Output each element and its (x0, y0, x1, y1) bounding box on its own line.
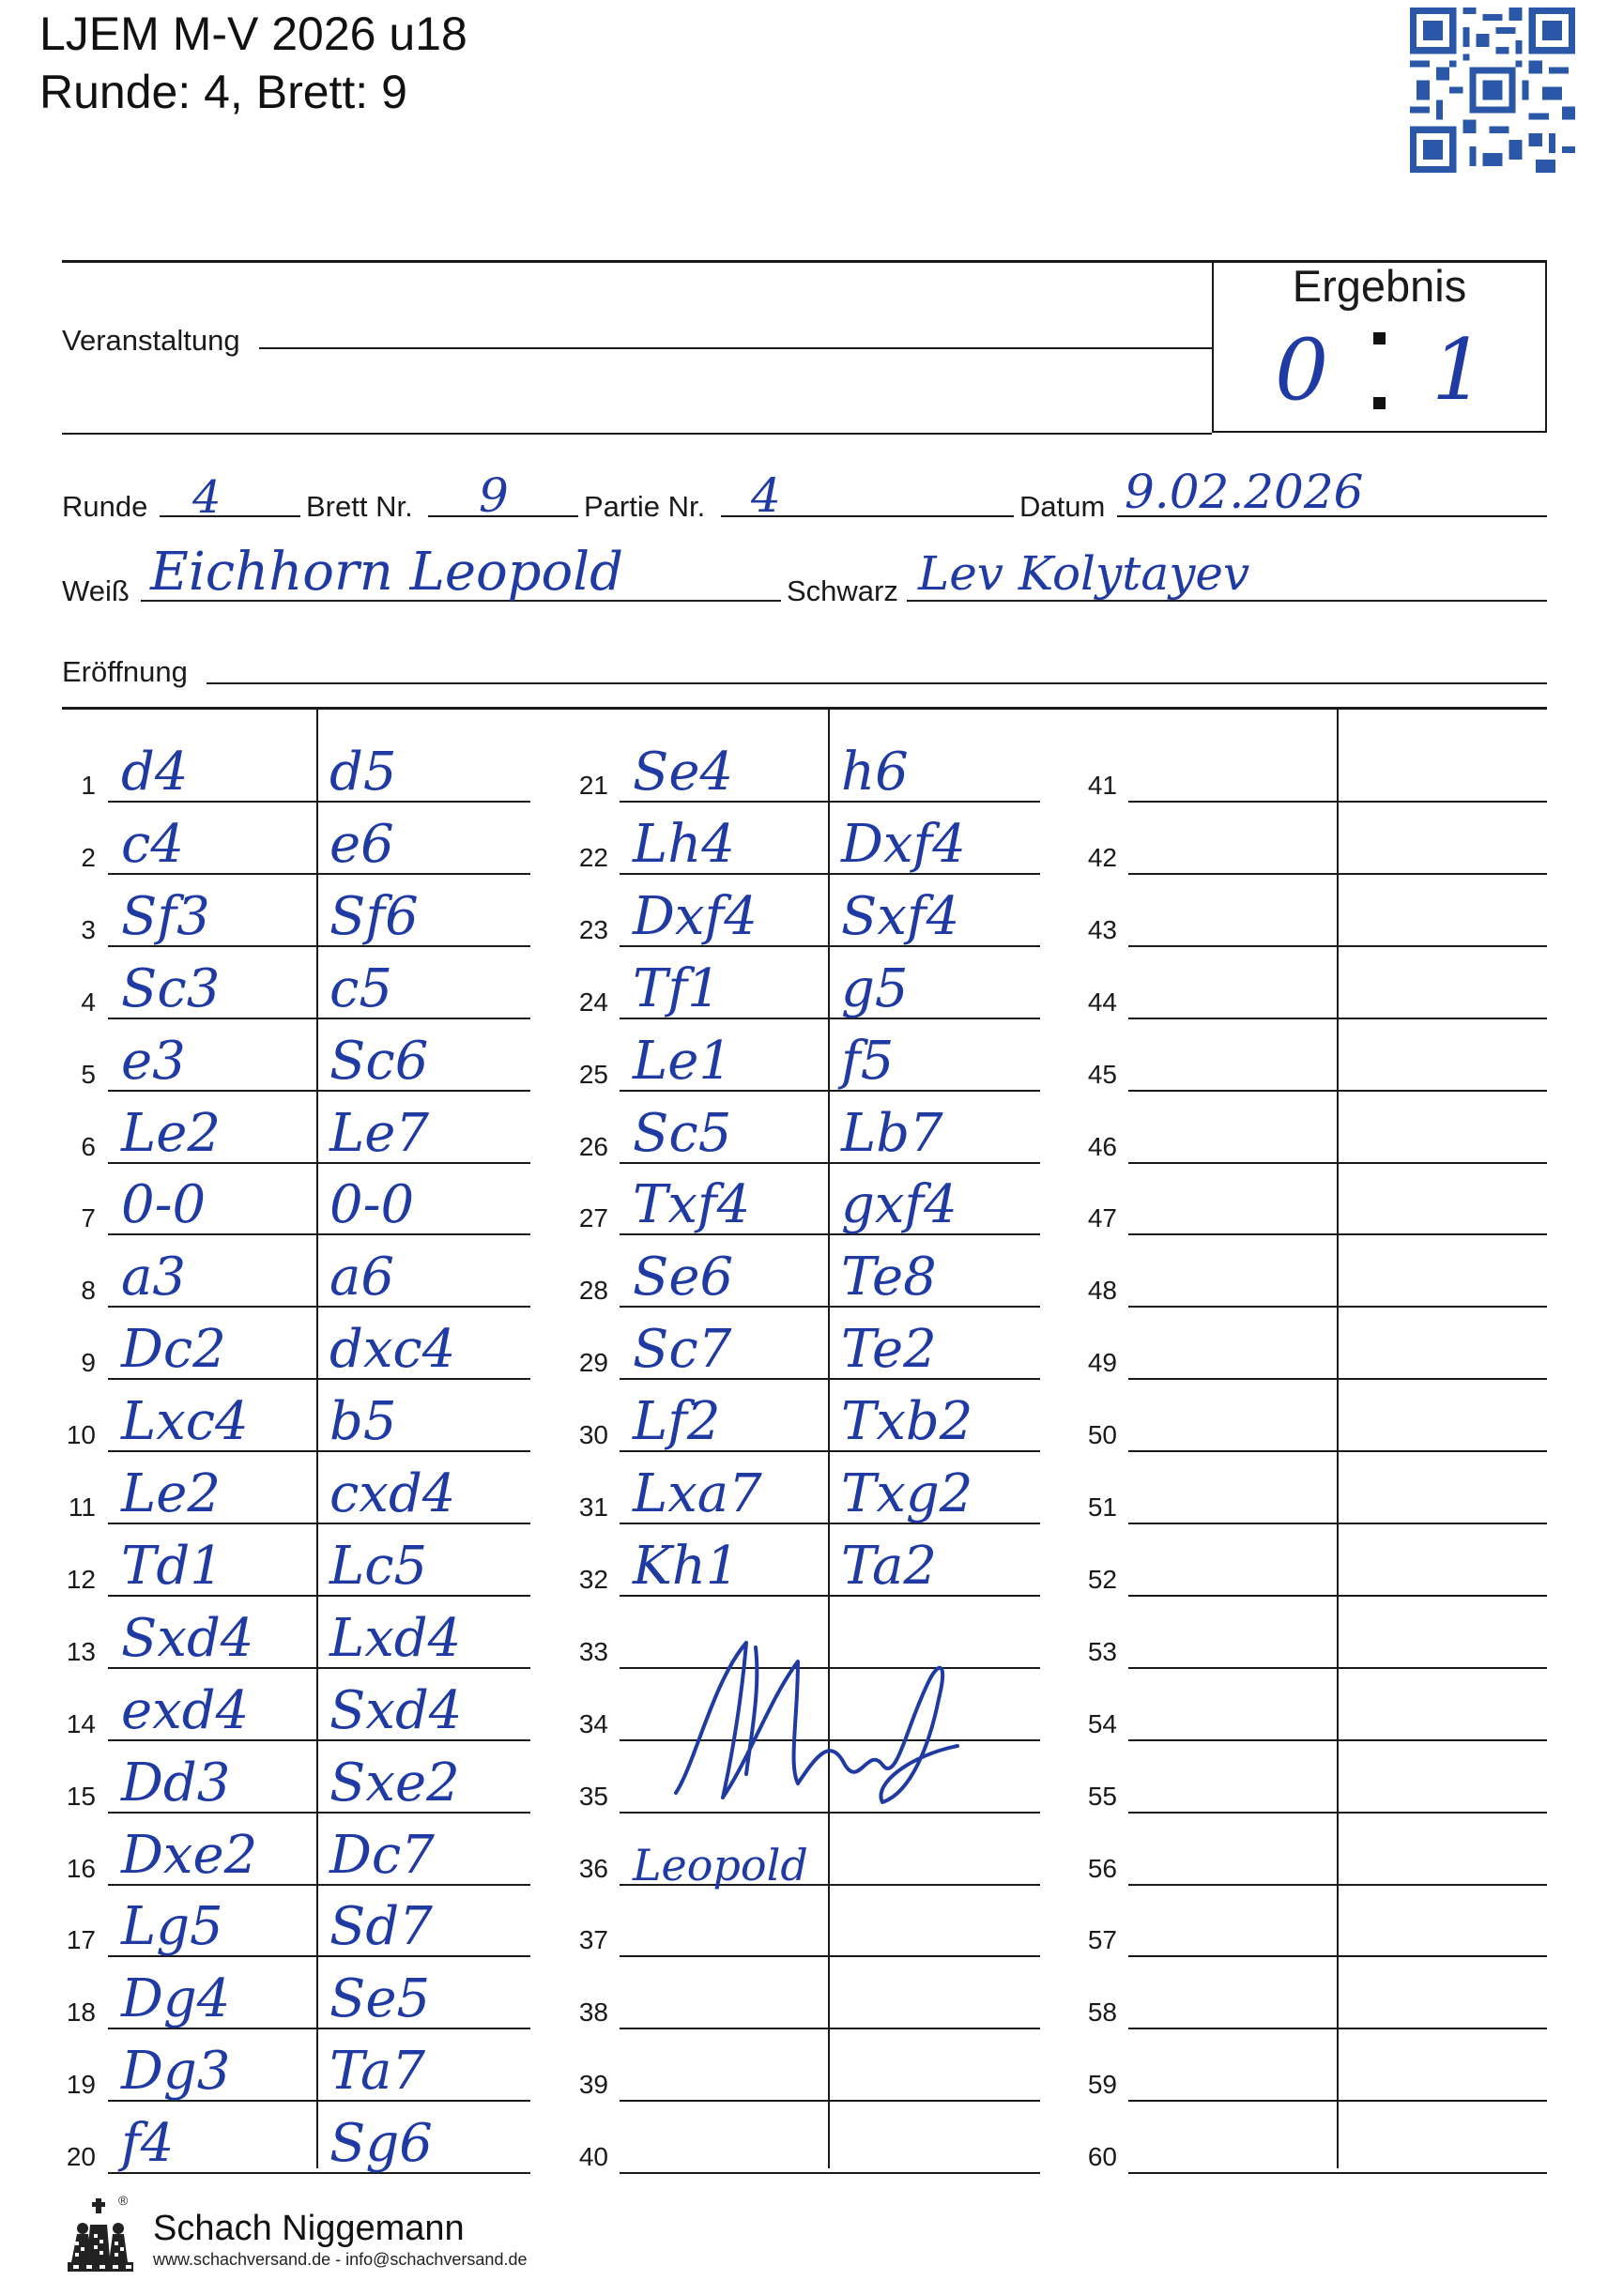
move-number: 57 (1087, 1925, 1117, 1954)
black-move-line (828, 2028, 1040, 2029)
black-move-line (1337, 1450, 1547, 1452)
white-move-line (620, 1812, 828, 1814)
black-move[interactable]: cxd4 (329, 1463, 456, 1524)
black-move[interactable]: 0-0 (329, 1174, 415, 1235)
date-value[interactable]: 9.02.2026 (1125, 465, 1364, 519)
move-number: 38 (578, 1998, 608, 2027)
move-number: 1 (81, 771, 96, 800)
move-number: 44 (1087, 987, 1117, 1017)
move-number: 22 (578, 843, 608, 872)
move-number: 42 (1087, 843, 1117, 872)
move-number: 16 (66, 1854, 96, 1883)
white-move[interactable]: 0-0 (121, 1174, 207, 1235)
black-move-line (1337, 1090, 1547, 1092)
move-number: 46 (1087, 1132, 1117, 1161)
white-move-line (1128, 1450, 1337, 1452)
move-number: 21 (578, 771, 608, 800)
move-number: 6 (81, 1132, 96, 1161)
move-number: 13 (66, 1637, 96, 1666)
chess-pieces-logo-icon (68, 2197, 141, 2275)
black-move[interactable]: Se5 (329, 1968, 431, 2029)
white-move[interactable]: c4 (121, 814, 184, 875)
qr-code-icon (1410, 8, 1575, 173)
white-move-line (1128, 1812, 1337, 1814)
black-move-line (1337, 2100, 1547, 2102)
move-number: 17 (66, 1925, 96, 1954)
event-label: Veranstaltung (62, 324, 240, 357)
move-number: 15 (66, 1782, 96, 1811)
move-number: 43 (1087, 915, 1117, 944)
white-move-line (1128, 1090, 1337, 1092)
move-number: 41 (1087, 771, 1117, 800)
date-label: Datum (1019, 490, 1106, 523)
black-move[interactable]: Txb2 (841, 1391, 973, 1452)
move-number: 52 (1087, 1565, 1117, 1594)
move-number: 59 (1087, 2070, 1117, 2099)
white-move[interactable]: Txf4 (633, 1174, 751, 1235)
white-move[interactable]: Dc2 (121, 1319, 226, 1380)
move-number: 20 (66, 2142, 96, 2171)
result-label: Ergebnis (1292, 261, 1467, 311)
black-move[interactable]: Sd7 (329, 1896, 433, 1957)
white-move[interactable]: Kh1 (633, 1536, 740, 1597)
move-number: 28 (578, 1276, 608, 1305)
move-number: 34 (578, 1709, 608, 1738)
white-move[interactable]: Sc3 (121, 958, 221, 1019)
brand-contact: www.schachversand.de - info@schachversand.de (153, 2250, 528, 2269)
move-number: 2 (81, 843, 96, 872)
column-divider-3 (1337, 709, 1339, 2168)
white-move-line (1128, 801, 1337, 803)
result-black-score[interactable]: 1 (1432, 321, 1486, 420)
result-colon-top (1373, 332, 1386, 344)
move-number: 60 (1087, 2142, 1117, 2171)
move-number: 11 (68, 1492, 96, 1522)
white-move-line (1128, 2028, 1337, 2029)
white-move[interactable]: Le2 (121, 1463, 221, 1524)
black-move-line (1337, 1595, 1547, 1597)
white-move-line (1128, 1523, 1337, 1524)
white-move-line (1128, 1378, 1337, 1380)
move-number: 56 (1087, 1854, 1117, 1883)
move-number: 37 (578, 1925, 608, 1954)
white-move-line (1128, 1739, 1337, 1741)
game-value[interactable]: 4 (751, 468, 781, 523)
black-move-line (1337, 2028, 1547, 2029)
white-move-line (620, 2172, 828, 2174)
white-move[interactable]: Tf1 (633, 958, 721, 1019)
white-move[interactable]: Sc5 (633, 1103, 732, 1164)
black-move-line (1337, 945, 1547, 947)
white-move[interactable]: Se4 (633, 742, 734, 803)
column-divider-1 (316, 709, 318, 2168)
move-number: 40 (578, 2142, 608, 2171)
white-move[interactable]: Sc7 (633, 1319, 732, 1380)
white-move-line (620, 2100, 828, 2102)
event-field-line[interactable] (259, 347, 1212, 349)
black-move[interactable]: Lxd4 (329, 1608, 462, 1669)
white-move-line (620, 1955, 828, 1957)
white-player-name[interactable]: Eichhorn Leopold (150, 542, 623, 603)
white-move[interactable]: Lh4 (633, 814, 735, 875)
column-divider-2 (828, 709, 830, 2168)
move-number: 50 (1087, 1420, 1117, 1449)
black-move[interactable]: Le7 (329, 1103, 429, 1164)
black-move[interactable]: Ta2 (841, 1536, 938, 1597)
black-move-line (1337, 1812, 1547, 1814)
round-label: Runde (62, 490, 148, 523)
black-move[interactable]: Dxf4 (841, 814, 966, 875)
white-move[interactable]: Dxf4 (633, 886, 758, 947)
move-number: 49 (1087, 1348, 1117, 1377)
move-number: 48 (1087, 1276, 1117, 1305)
round-field-line (160, 515, 300, 517)
result-white-score[interactable]: 0 (1275, 321, 1329, 420)
move-number: 53 (1087, 1637, 1117, 1666)
move-number: 33 (578, 1637, 608, 1666)
black-move-line (1337, 1306, 1547, 1308)
white-move[interactable]: f4 (121, 2113, 175, 2174)
white-move[interactable]: Lg5 (121, 1896, 223, 1957)
black-move[interactable]: Sxd4 (329, 1680, 463, 1741)
black-move[interactable]: Sxe2 (329, 1753, 460, 1814)
white-move[interactable]: e3 (121, 1031, 186, 1092)
white-move-line (1128, 1018, 1337, 1019)
move-number: 26 (578, 1132, 608, 1161)
move-number: 58 (1087, 1998, 1117, 2027)
white-move-line (1128, 1233, 1337, 1235)
move-number: 32 (578, 1565, 608, 1594)
white-move-line (1128, 1162, 1337, 1164)
move-number: 10 (66, 1420, 96, 1449)
move-number: 7 (81, 1203, 96, 1232)
black-move[interactable]: Sg6 (329, 2113, 433, 2174)
move-number: 51 (1087, 1492, 1117, 1522)
move-number: 30 (578, 1420, 608, 1449)
black-move[interactable]: Txg2 (841, 1463, 973, 1524)
move-number: 14 (66, 1709, 96, 1738)
black-move[interactable]: h6 (841, 742, 909, 803)
round-value[interactable]: 4 (192, 471, 222, 524)
white-move-line (1128, 2172, 1337, 2174)
black-move[interactable]: f5 (841, 1031, 895, 1092)
move-number: 31 (578, 1492, 608, 1522)
move-number: 3 (81, 915, 96, 944)
move-number: 29 (578, 1348, 608, 1377)
black-move[interactable]: Lc5 (329, 1536, 428, 1597)
round-board-subtitle: Runde: 4, Brett: 9 (39, 66, 407, 118)
white-move-line (1128, 2100, 1337, 2102)
black-move-line (1337, 873, 1547, 875)
white-move[interactable]: Lxa7 (633, 1463, 762, 1524)
black-move-line (1337, 1162, 1547, 1164)
black-move[interactable]: dxc4 (329, 1319, 456, 1380)
black-move-line (1337, 1955, 1547, 1957)
move-number: 45 (1087, 1060, 1117, 1089)
white-move[interactable]: Dxe2 (121, 1825, 258, 1886)
white-move[interactable]: Td1 (121, 1536, 223, 1597)
board-value[interactable]: 9 (479, 468, 509, 523)
moves-top-rule (62, 707, 1547, 710)
opening-field-line[interactable] (207, 682, 1547, 684)
move-number: 4 (81, 987, 96, 1017)
black-move[interactable]: Ta7 (329, 2041, 426, 2102)
white-move-line (1128, 945, 1337, 947)
move-number: 55 (1087, 1782, 1117, 1811)
move-number: 25 (578, 1060, 608, 1089)
white-move-line (620, 2028, 828, 2029)
move-number: 35 (578, 1782, 608, 1811)
move-number: 19 (66, 2070, 96, 2099)
white-move[interactable]: Se6 (633, 1247, 734, 1308)
white-move-line (1128, 1955, 1337, 1957)
trademark-mark: ® (118, 2193, 129, 2208)
signature-icon (657, 1624, 967, 1812)
white-move[interactable]: d4 (121, 742, 189, 803)
white-move[interactable]: Sf3 (121, 886, 210, 947)
white-move[interactable]: Dd3 (121, 1753, 231, 1814)
black-move[interactable]: Sc6 (329, 1031, 429, 1092)
black-move[interactable]: gxf4 (841, 1174, 957, 1235)
black-move-line (1337, 1018, 1547, 1019)
move-number: 36 (578, 1854, 608, 1883)
black-move[interactable]: Te2 (841, 1319, 937, 1380)
black-move-line (828, 2100, 1040, 2102)
move-number: 47 (1087, 1203, 1117, 1232)
black-move-line (1337, 1884, 1547, 1886)
move-number: 24 (578, 987, 608, 1017)
white-label: Weiß (62, 574, 130, 607)
game-label: Partie Nr. (584, 490, 706, 523)
black-move[interactable]: Te8 (841, 1247, 937, 1308)
brand-name: Schach Niggemann (153, 2209, 465, 2248)
white-move-line (1128, 1884, 1337, 1886)
move-number: 54 (1087, 1709, 1117, 1738)
white-move-line (1128, 873, 1337, 875)
black-move-line (1337, 2172, 1547, 2174)
white-move[interactable]: Dg4 (121, 1968, 231, 2029)
white-move-line (1128, 1306, 1337, 1308)
white-move[interactable]: Le2 (121, 1103, 221, 1164)
black-player-name[interactable]: Lev Kolytayev (918, 546, 1250, 601)
black-move[interactable]: b5 (329, 1391, 397, 1452)
black-move-line (1337, 801, 1547, 803)
white-move-line (1128, 1667, 1337, 1669)
move-number: 18 (66, 1998, 96, 2027)
black-move[interactable]: d5 (329, 742, 397, 803)
white-move[interactable]: Sxd4 (121, 1608, 254, 1669)
black-move-line (828, 1955, 1040, 1957)
black-move-line (1337, 1667, 1547, 1669)
move-number: 8 (81, 1276, 96, 1305)
black-move[interactable]: c5 (329, 958, 392, 1019)
tournament-title: LJEM M-V 2026 u18 (39, 8, 467, 60)
black-move-line (1337, 1378, 1547, 1380)
white-move[interactable]: Le1 (633, 1031, 732, 1092)
white-move[interactable]: a3 (121, 1247, 187, 1308)
black-move-line (828, 1812, 1040, 1814)
black-move-line (1337, 1739, 1547, 1741)
move-number: 27 (578, 1203, 608, 1232)
black-move[interactable]: a6 (329, 1247, 395, 1308)
move-number: 9 (81, 1348, 96, 1377)
black-move[interactable]: Sf6 (329, 886, 419, 947)
result-colon-bottom (1373, 397, 1386, 409)
black-label: Schwarz (787, 574, 898, 607)
move-number: 39 (578, 2070, 608, 2099)
white-move[interactable]: exd4 (121, 1680, 250, 1741)
white-move[interactable]: Lf2 (633, 1391, 721, 1452)
event-bottom-rule (62, 433, 1212, 435)
white-move[interactable]: Leopold (633, 1840, 808, 1890)
move-number: 12 (66, 1565, 96, 1594)
move-number: 5 (81, 1060, 96, 1089)
black-move-line (1337, 1523, 1547, 1524)
black-move-line (828, 1884, 1040, 1886)
white-move-line (1128, 1595, 1337, 1597)
board-label: Brett Nr. (306, 490, 413, 523)
black-move[interactable]: Sxf4 (841, 886, 960, 947)
black-move-line (1337, 1233, 1547, 1235)
white-move[interactable]: Lxc4 (121, 1391, 249, 1452)
black-move[interactable]: Dc7 (329, 1825, 435, 1886)
white-move[interactable]: Dg3 (121, 2041, 231, 2102)
black-move-line (828, 2172, 1040, 2174)
black-move[interactable]: g5 (841, 958, 909, 1019)
move-number: 23 (578, 915, 608, 944)
black-move[interactable]: e6 (329, 814, 394, 875)
opening-label: Eröffnung (62, 655, 188, 688)
black-move[interactable]: Lb7 (841, 1103, 943, 1164)
